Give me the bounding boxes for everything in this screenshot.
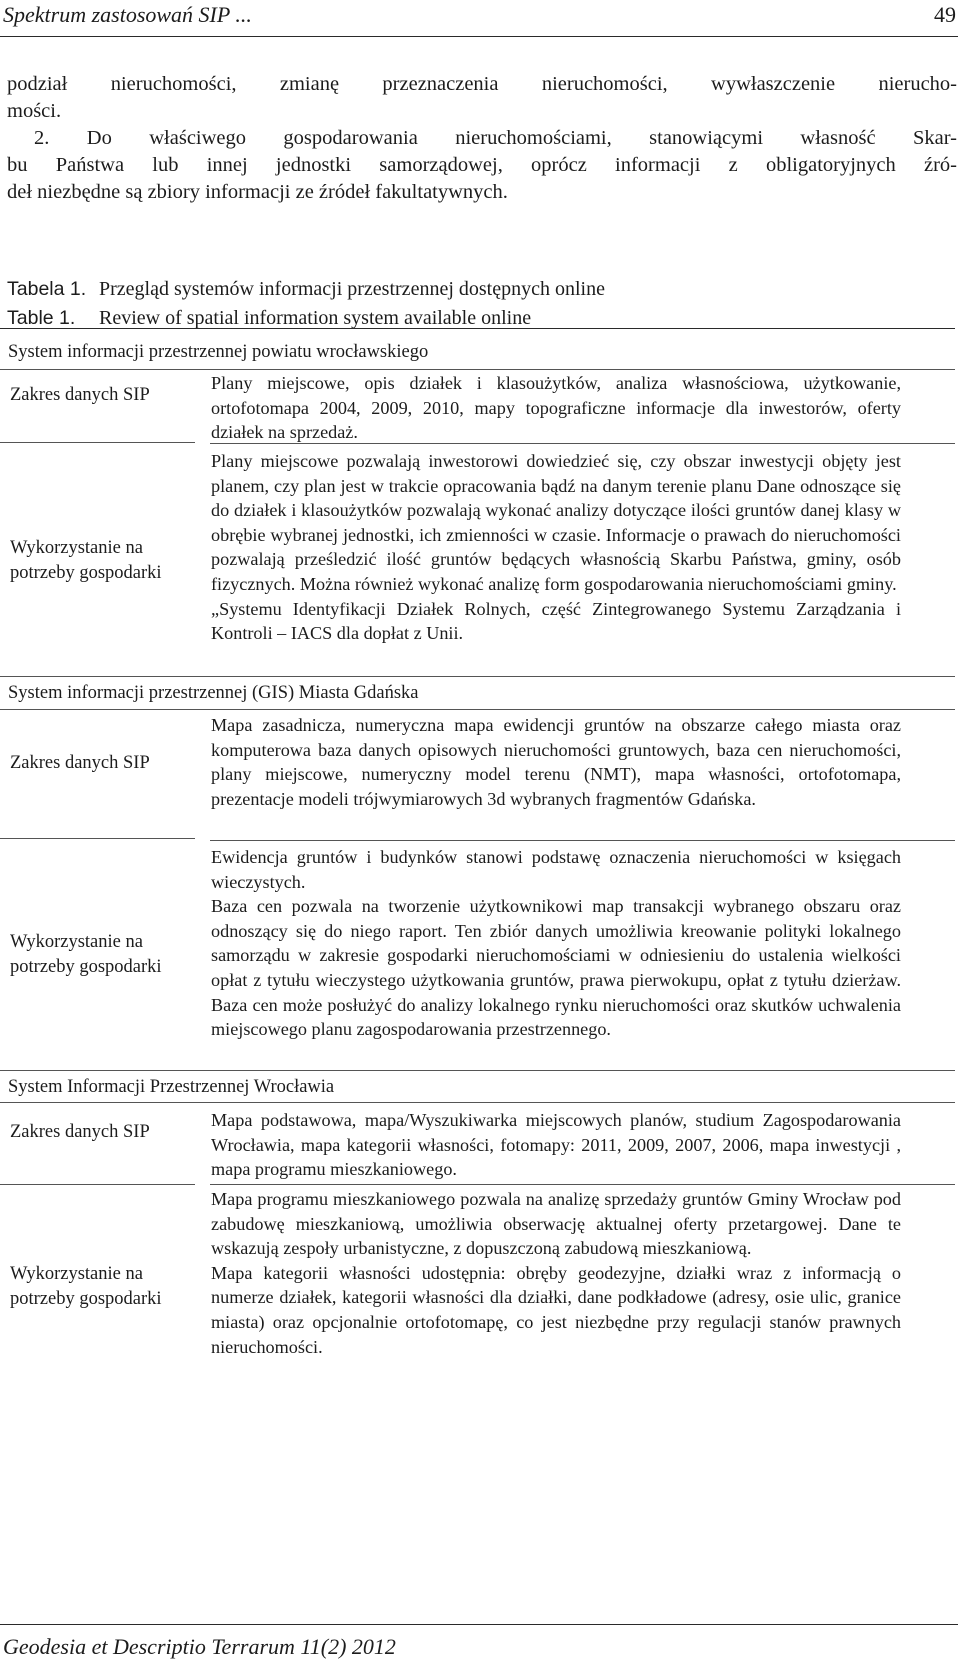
caption-text: Review of spatial information system available online	[99, 307, 532, 329]
caption-text: Przegląd systemów informacji przestrzennej dostępnych online	[99, 278, 605, 300]
section-rule	[0, 709, 955, 710]
row-rule	[0, 1184, 195, 1185]
use-paragraph: Mapa kategorii własności udostępnia: obręby geodezyjne, działki wraz z informacją o numerze działek, kategorii własności dla działki, dane podkładowe (adresy, osie ulic, granice miasta) oraz opcjonalnie ortofotomapę, co jest niezbędne przy regulacji stanów prawnych nieruchomości.	[211, 1262, 901, 1357]
paragraph-line: mości.	[7, 100, 62, 122]
paragraph-line: bu Państwa lub innej jednostki samorządowej, oprócz informacji z obligatoryjnych źró-	[7, 154, 957, 176]
use-paragraph: „Systemu Identyfikacji Działek Rolnych, część Zintegrowanego Systemu Zarządzania i Kontroli – IACS dla dopłat z Unii.	[211, 598, 901, 644]
section-rule	[0, 369, 955, 370]
page-number: 49	[934, 2, 956, 27]
row-rule	[0, 442, 195, 443]
scope-label: Zakres danych SIP	[10, 1122, 150, 1142]
row-rule	[210, 443, 955, 444]
section-title: System Informacji Przestrzennej Wrocławia	[8, 1077, 335, 1097]
use-text	[211, 449, 901, 646]
header-rule	[0, 36, 958, 37]
use-text	[211, 1187, 901, 1359]
section-title: System informacji przestrzennej (GIS) Miasta Gdańska	[8, 683, 419, 703]
scope-text: Mapa podstawowa, mapa/Wyszukiwarka miejscowych planów, studium Zagospodarowania Wrocławia, mapa kategorii własności, fotomapy: 2011, 2009, 2007, 2006, mapa inwestycji , mapa programu mieszkaniowego.	[211, 1110, 901, 1180]
scope-label: Zakres danych SIP	[10, 385, 150, 405]
scope-text: Mapa zasadnicza, numeryczna mapa ewidencji gruntów na obszarze całego miasta oraz komputerowa baza danych opisowych nieruchomości gruntowych, baza cen nieruchomości, plany miejscowe, numeryczny model terenu (NMT), mapa własności, ortofotomapa, prezentacje modeli trójwymiarowych 3d wybranych fragmentów Gdańska.	[211, 715, 901, 809]
journal-footer: Geodesia et Descriptio Terrarum 11(2) 2012	[3, 1634, 396, 1659]
use-label: Wykorzystanie na potrzeby gospodarki	[10, 538, 162, 583]
section-rule	[0, 676, 955, 677]
section-title: System informacji przestrzennej powiatu wrocławskiego	[8, 342, 429, 362]
use-paragraph: Plany miejscowe pozwalają inwestorowi dowiedzieć się, czy obszar inwestycji objęty jest planem, czy plan jest w trakcie opracowania bądź na danym terenie planu Dane odnoszące się do działek i klasoużytków pozwalają wykonać analizy dotyczące ilości gruntów danej klasy w obrębie wybranej jednostki, ich zmienności w czasie. Informacje o prawach do nieruchomości pozwalają prześledzić ilość gruntów będących własnością Skarbu Państwa, gminy, osób fizycznych. Można również wykonać analizę form gospodarowania nieruchomościami gminy.	[211, 451, 901, 594]
row-rule	[210, 1184, 955, 1185]
caption-label: Table 1.	[7, 307, 76, 329]
row-rule	[0, 838, 195, 839]
use-paragraph: Ewidencja gruntów i budynków stanowi podstawę oznaczenia nieruchomości w księgach wieczystych.	[211, 847, 901, 892]
paragraph-line: 2. Do właściwego gospodarowania nieruchomościami, stanowiącymi własność Skar-	[34, 127, 957, 149]
paragraph-line: podział nieruchomości, zmianę przeznaczenia nieruchomości, wywłaszczenie nierucho-	[7, 73, 957, 95]
scope-text: Plany miejscowe, opis działek i klasoużytków, analiza własnościowa, użytkowanie, ortofotomapa 2004, 2009, 2010, mapy topograficzne informacje dla inwestorów, oferty działek na sprzedaż.	[211, 373, 901, 443]
paragraph-line: deł niezbędne są zbiory informacji ze źródeł fakultatywnych.	[7, 181, 508, 203]
use-paragraph: Baza cen pozwala na tworzenie użytkownikowi map transakcji wybranego obszaru oraz odnoszący się do niego raport. Ten zbiór danych umożliwia kreowanie polityki lokalnego samorządu w zakresie gospodarki nieruchomościami w odniesieniu do ustalenia wielkości opłat z tytułu wieczystego użytkowania gruntów, prawa pierwokupu, opłat z tytułu dzierżaw. Baza cen może posłużyć do analizy lokalnego rynku nieruchomości oraz skutków uchwalenia miejscowego planu zagospodarowania przestrzennego.	[211, 896, 901, 1040]
use-text	[211, 845, 901, 1042]
table-caption	[7, 275, 605, 333]
caption-polish	[7, 275, 605, 304]
scope-label: Zakres danych SIP	[10, 753, 150, 773]
use-paragraph: Mapa programu mieszkaniowego pozwala na analizę sprzedaży gruntów Gminy Wrocław pod zabudowę mieszkaniową, umożliwia obserwację aktualnej oferty przetargowej. Dane te wskazują zespoły urbanistyczne, z dopuszczoną zabudową mieszkaniową.	[211, 1189, 901, 1259]
body-text	[7, 71, 957, 206]
caption-label: Tabela 1.	[7, 278, 87, 300]
table-top-rule	[0, 328, 955, 329]
footer-rule	[0, 1624, 958, 1625]
section-rule	[0, 1102, 955, 1103]
use-label: Wykorzystanie na potrzeby gospodarki	[10, 932, 162, 977]
section-rule	[0, 1070, 955, 1071]
row-rule	[210, 840, 955, 841]
running-title: Spektrum zastosowań SIP ...	[3, 2, 252, 27]
running-head	[0, 2, 960, 36]
use-label: Wykorzystanie na potrzeby gospodarki	[10, 1264, 162, 1309]
